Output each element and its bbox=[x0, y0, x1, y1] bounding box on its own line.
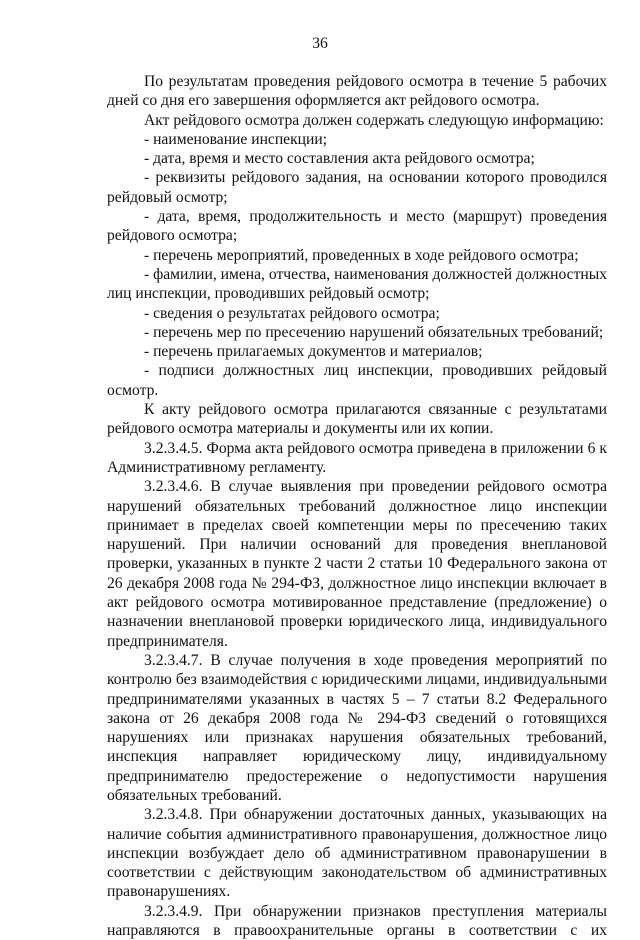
list-item-measures-list: - перечень мероприятий, проведенных в ходе рейдового осмотра; bbox=[144, 246, 579, 264]
list-item-officials-names: - фамилии, имена, отчества, наименования должностей должностных лиц инспекции, проводивших рейдовый осмотр; bbox=[107, 265, 607, 303]
page-number: 36 bbox=[312, 35, 328, 52]
document-body bbox=[107, 72, 607, 940]
list-item-results: - сведения о результатах рейдового осмотра; bbox=[144, 304, 440, 322]
paragraph-3-2-3-4-8: 3.2.3.4.8. При обнаружении достаточных данных, указывающих на наличие события административного правонарушения, должностное лицо инспекции возбуждает дело об административном правонарушении в соответствии с действующим законодательством об административных правонарушениях. bbox=[107, 806, 607, 901]
paragraph-3-2-3-4-9: 3.2.3.4.9. При обнаружении признаков преступления материалы направляются в правоохранительные органы в соответствии с их bbox=[107, 902, 607, 940]
paragraph-3-2-3-4-7: 3.2.3.4.7. В случае получения в ходе проведения мероприятий по контролю без взаимодействия с юридическими лицами, индивидуальными предпринимателями указанных в частях 5 – 7 статьи 8.2 Федерального закона от 26 декабря 2008 года № 294-ФЗ сведений о готовящихся нарушениях или признаках нарушения обязательных требований, инспекция направляет юридическому лицу, индивидуальному предпринимателю предостережение о недопустимости нарушения обязательных требований. bbox=[107, 651, 607, 804]
paragraph-attachments: К акту рейдового осмотра прилагаются связанные с результатами рейдового осмотра материалы и документы или их копии. bbox=[107, 401, 607, 438]
paragraph-report-deadline: По результатам проведения рейдового осмотра в течение 5 рабочих дней со дня его завершения оформляется акт рейдового осмотра. bbox=[107, 73, 607, 110]
list-item-inspection-name: - наименование инспекции; bbox=[144, 130, 328, 148]
paragraph-3-2-3-4-6: 3.2.3.4.6. В случае выявления при проведении рейдового осмотра нарушений обязательных требований должностное лицо инспекции принимает в пределах своей компетенции меры по пресечению таких нарушений. При наличии оснований для проведения внеплановой проверки, указанных в пункте 2 части 2 статьи 10 Федерального закона от 26 декабря 2008 года № 294-ФЗ, должностное лицо инспекции включает в акт рейдового осмотра мотивированное представление (предложение) о назначении внеплановой проверки юридического лица, индивидуального предпринимателя. bbox=[107, 478, 607, 650]
list-item-date-time-place: - дата, время и место составления акта рейдового осмотра; bbox=[144, 150, 535, 168]
list-item-signatures: - подписи должностных лиц инспекции, проводивших рейдовый осмотр. bbox=[107, 362, 607, 399]
paragraph-report-contents-intro: Акт рейдового осмотра должен содержать следующую информацию: bbox=[144, 111, 604, 129]
list-item-date-duration-route: - дата, время, продолжительность и место (маршрут) проведения рейдового осмотра; bbox=[107, 208, 607, 245]
paragraph-3-2-3-4-5: 3.2.3.4.5. Форма акта рейдового осмотра приведена в приложении 6 к Административному регламенту. bbox=[107, 439, 607, 476]
list-item-task-requisites: - реквизиты рейдового задания, на основании которого проводился рейдовый осмотр; bbox=[107, 169, 607, 206]
list-item-suppression-measures: - перечень мер по пресечению нарушений обязательных требований; bbox=[144, 323, 604, 341]
list-item-attached-documents: - перечень прилагаемых документов и материалов; bbox=[144, 343, 483, 361]
